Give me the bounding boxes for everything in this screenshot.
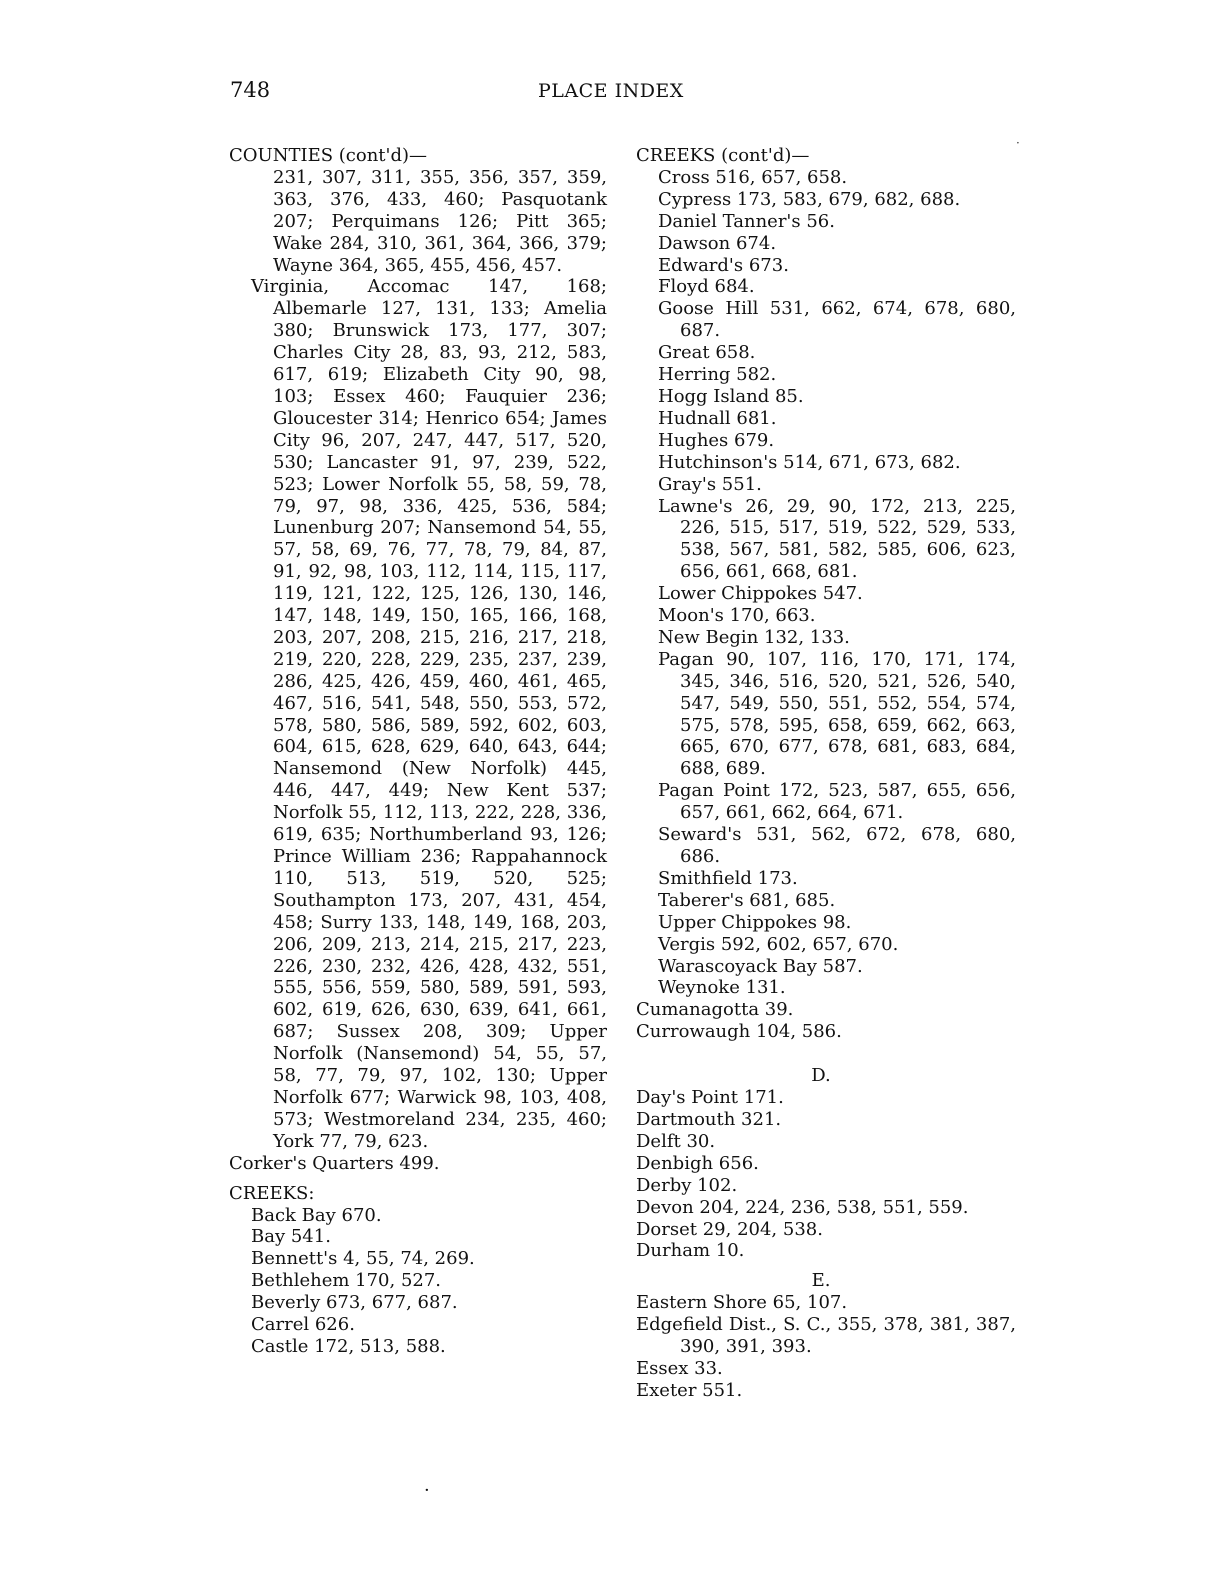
- creek-entry: Bethlehem 170, 527.: [251, 1270, 442, 1292]
- creek-entry: Upper Chippokes 98.: [658, 911, 852, 933]
- creek-entry: Bay 541.: [251, 1226, 331, 1248]
- running-head: [230, 78, 705, 108]
- creek-entry: Castle 172, 513, 588.: [251, 1335, 446, 1357]
- index-subentry-virginia: Virginia, Accomac 147, 168; Albemarle 127, 131, 133; Amelia 380; Brunswick 173, 177, 307; Charles City 28, 83, 93, 212, 583, 617, 619; Elizabeth City 90, 98, 103; Essex 460; Fauquier 236; Gloucester 314; Henrico 654; James City 96, 207, 247, 447, 517, 520, 530; Lancaster 91, 97, 239, 522, 523; Lower Norfolk 55, 58, 59, 78, 79, 97, 98, 336, 425, 536, 584; Lunenburg 207; Nansemond 54, 55, 57, 58, 69, 76, 77, 78, 79, 84, 87, 91, 92, 98, 103, 112, 114, 115, 117, 119, 121, 122, 125, 126, 130, 146, 147, 148, 149, 150, 165, 166, 168, 203, 207, 208, 215, 216, 217, 218, 219, 220, 228, 229, 235, 237, 239, 286, 425, 426, 459, 460, 461, 465, 467, 516, 541, 548, 550, 553, 572, 578, 580, 586, 589, 592, 602, 603, 604, 615, 628, 629, 640, 643, 644; Nansemond (New Norfolk) 445, 446, 447, 449; New Kent 537; Norfolk 55, 112, 113, 222, 228, 336, 619, 635; Northumberland 93, 126; Prince William 236; Rappahannock 110, 513, 519, 520, 525; Southampton 173, 207, 431, 454, 458; Surry 133, 148, 149, 168, 203, 206, 209, 213, 214, 215, 217, 223, 226, 230, 232, 426, 428, 432, 551, 555, 556, 559, 580, 589, 591, 593, 602, 619, 626, 630, 639, 641, 661, 687; Sussex 208, 309; Upper Norfolk (Nansemond) 54, 55, 57, 58, 77, 79, 97, 102, 130; Upper Norfolk 677; Warwick 98, 103, 408, 573; Westmoreland 234, 235, 460; York 77, 79, 623.: [251, 276, 607, 1152]
- creek-entry: New Begin 132, 133.: [658, 626, 850, 648]
- index-entry: Essex 33.: [636, 1357, 723, 1379]
- creek-entry: Bennett's 4, 55, 74, 269.: [251, 1248, 475, 1270]
- creek-entry: Moon's 170, 663.: [658, 605, 816, 627]
- creek-entry: Warascoyack Bay 587.: [658, 955, 863, 977]
- creek-entry: Hughes 679.: [658, 429, 775, 451]
- creek-entry: Floyd 684.: [658, 276, 755, 298]
- creek-entry: Taberer's 681, 685.: [658, 889, 836, 911]
- creek-entry: Hutchinson's 514, 671, 673, 682.: [658, 451, 961, 473]
- index-entry: Exeter 551.: [636, 1379, 743, 1401]
- creek-entry: Herring 582.: [658, 364, 777, 386]
- creeks-heading: CREEKS:: [229, 1182, 315, 1204]
- index-entry: Cumanagotta 39.: [636, 999, 794, 1021]
- index-entry: Derby 102.: [636, 1174, 738, 1196]
- index-entry: Dorset 29, 204, 538.: [636, 1218, 823, 1240]
- creek-entry: Hogg Island 85.: [658, 385, 804, 407]
- index-entry: Eastern Shore 65, 107.: [636, 1292, 848, 1314]
- creek-entry: Dawson 674.: [658, 232, 777, 254]
- creek-entry: Gray's 551.: [658, 473, 762, 495]
- index-entry: Day's Point 171.: [636, 1087, 784, 1109]
- creeks-cont-heading: CREEKS (cont'd)—: [636, 145, 810, 166]
- page-number: 748: [230, 78, 271, 102]
- left-column: [229, 145, 607, 1358]
- creek-entry: Cross 516, 657, 658.: [658, 166, 848, 188]
- creek-entry: Hudnall 681.: [658, 407, 777, 429]
- counties-heading: COUNTIES (cont'd)—: [229, 145, 428, 166]
- right-column: [636, 145, 1016, 1402]
- section-letter-e: E.: [811, 1270, 831, 1292]
- index-entry: Currowaugh 104, 586.: [636, 1021, 842, 1043]
- creek-entry: Edward's 673.: [658, 254, 789, 276]
- creek-entry: Weynoke 131.: [658, 977, 786, 999]
- creek-entry: Pagan 90, 107, 116, 170, 171, 174, 345, 346, 516, 520, 521, 526, 540, 547, 549, 550, 551, 552, 554, 574, 575, 578, 595, 658, 659, 662, 663, 665, 670, 677, 678, 681, 683, 684, 688, 689.: [658, 648, 1016, 780]
- index-entry: Denbigh 656.: [636, 1152, 759, 1174]
- index-entry: Dartmouth 321.: [636, 1108, 782, 1130]
- creek-entry: Pagan Point 172, 523, 587, 655, 656, 657, 661, 662, 664, 671.: [658, 780, 1016, 824]
- index-entry: Edgefield Dist., S. C., 355, 378, 381, 387, 390, 391, 393.: [636, 1314, 1016, 1358]
- creek-entry: Cypress 173, 583, 679, 682, 688.: [658, 188, 961, 210]
- index-entry: Devon 204, 224, 236, 538, 551, 559.: [636, 1196, 969, 1218]
- creek-entry: Daniel Tanner's 56.: [658, 210, 835, 232]
- creek-entry: Seward's 531, 562, 672, 678, 680, 686.: [658, 824, 1016, 867]
- creek-entry: Carrel 626.: [251, 1314, 355, 1336]
- creek-entry: Beverly 673, 677, 687.: [251, 1292, 458, 1314]
- creek-entry: Back Bay 670.: [251, 1204, 382, 1226]
- margin-speck: ·: [1016, 136, 1020, 150]
- creek-entry: Smithfield 173.: [658, 867, 798, 889]
- section-letter-d: D.: [811, 1065, 831, 1087]
- index-entry: Delft 30.: [636, 1130, 716, 1152]
- footer-speck: ·: [424, 1480, 430, 1501]
- index-entry: Durham 10.: [636, 1240, 745, 1262]
- index-entry-counties: [229, 145, 607, 276]
- creek-entry: Vergis 592, 602, 657, 670.: [658, 933, 899, 955]
- page-header-title: PLACE INDEX: [538, 80, 684, 102]
- creek-entry: Lawne's 26, 29, 90, 172, 213, 225, 226, 515, 517, 519, 522, 529, 533, 538, 567, 581, 582, 585, 606, 623, 656, 661, 668, 681.: [658, 495, 1016, 583]
- creek-entry: Great 658.: [658, 342, 756, 364]
- index-entry-corkers-quarters: Corker's Quarters 499.: [229, 1152, 440, 1174]
- creek-entry: Goose Hill 531, 662, 674, 678, 680, 687.: [658, 298, 1016, 342]
- creek-entry: Lower Chippokes 547.: [658, 583, 863, 605]
- counties-nc-refs: 231, 307, 311, 355, 356, 357, 359, 363, 376, 433, 460; Pasquotank 207; Perquimans 126; Pitt 365; Wake 284, 310, 361, 364, 366, 379; Wayne 364, 365, 455, 456, 457.: [273, 166, 607, 276]
